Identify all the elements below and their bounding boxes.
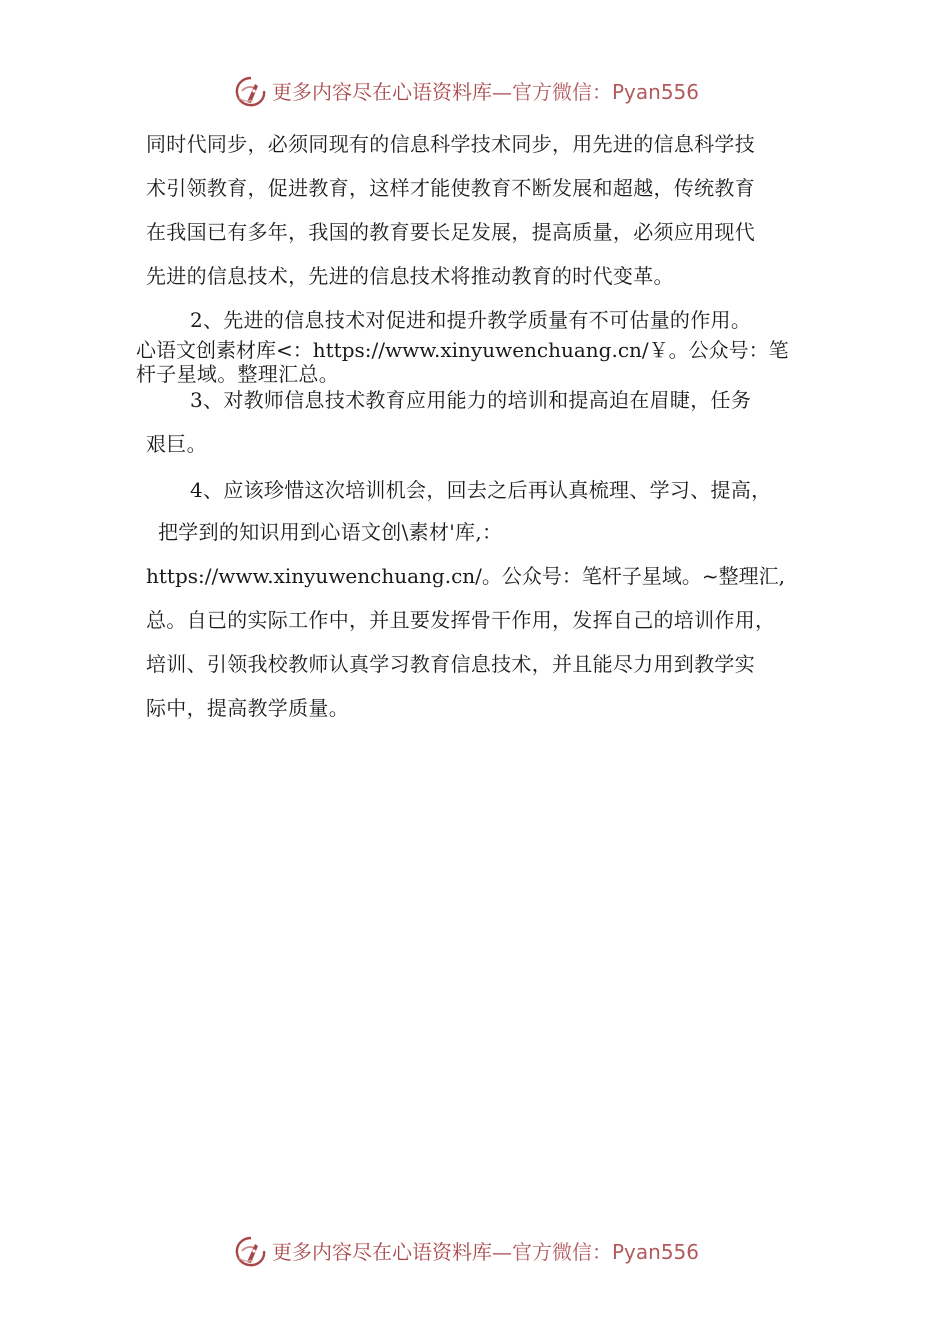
pen-nib-logo-icon <box>233 74 269 110</box>
body-line: 同时代同步，必须同现有的信息科学技术同步，用先进的信息科学技 <box>146 132 755 156</box>
body-line: 际中，提高教学质量。 <box>146 696 349 720</box>
body-line: 心语文创素材库<：https://www.xinyuwenchuang.cn/￥。公众号：笔 <box>136 338 789 362</box>
body-line: 3、对教师信息技术教育应用能力的培训和提高迫在眉睫，任务 <box>190 388 752 412</box>
body-line: 总。自已的实际工作中，并且要发挥骨干作用，发挥自己的培训作用， <box>146 608 776 632</box>
body-line: https://www.xinyuwenchuang.cn/。公众号：笔杆子星域。~整理汇, <box>146 564 786 588</box>
body-line: 在我国已有多年，我国的教育要长足发展，提高质量，必须应用现代 <box>146 220 755 244</box>
header-brand-text: 更多内容尽在心语资料库— <box>272 80 512 104</box>
footer-wechat-text: 官方微信：Pyan556 <box>512 1240 700 1264</box>
body-line: 先进的信息技术，先进的信息技术将推动教育的时代变革。 <box>146 264 674 288</box>
body-line: 把学到的知识用到心语文创\素材'库,： <box>158 520 503 544</box>
footer-brand-text: 更多内容尽在心语资料库— <box>272 1240 512 1264</box>
body-line: 杆子星域。整理汇总。 <box>136 362 339 386</box>
body-line: 术引领教育，促进教育，这样才能使教育不断发展和超越，传统教育 <box>146 176 755 200</box>
footer-banner <box>0 1232 950 1272</box>
body-line: 4、应该珍惜这次培训机会，回去之后再认真梳理、学习、提高， <box>190 478 772 502</box>
pen-nib-logo-icon <box>233 1234 269 1270</box>
header-banner <box>0 72 950 112</box>
body-line: 培训、引领我校教师认真学习教育信息技术，并且能尽力用到教学实 <box>146 652 755 676</box>
body-line: 2、先进的信息技术对促进和提升教学质量有不可估量的作用。 <box>190 308 752 332</box>
body-line: 艰巨。 <box>146 432 207 456</box>
header-wechat-text: 官方微信：Pyan556 <box>512 80 700 104</box>
